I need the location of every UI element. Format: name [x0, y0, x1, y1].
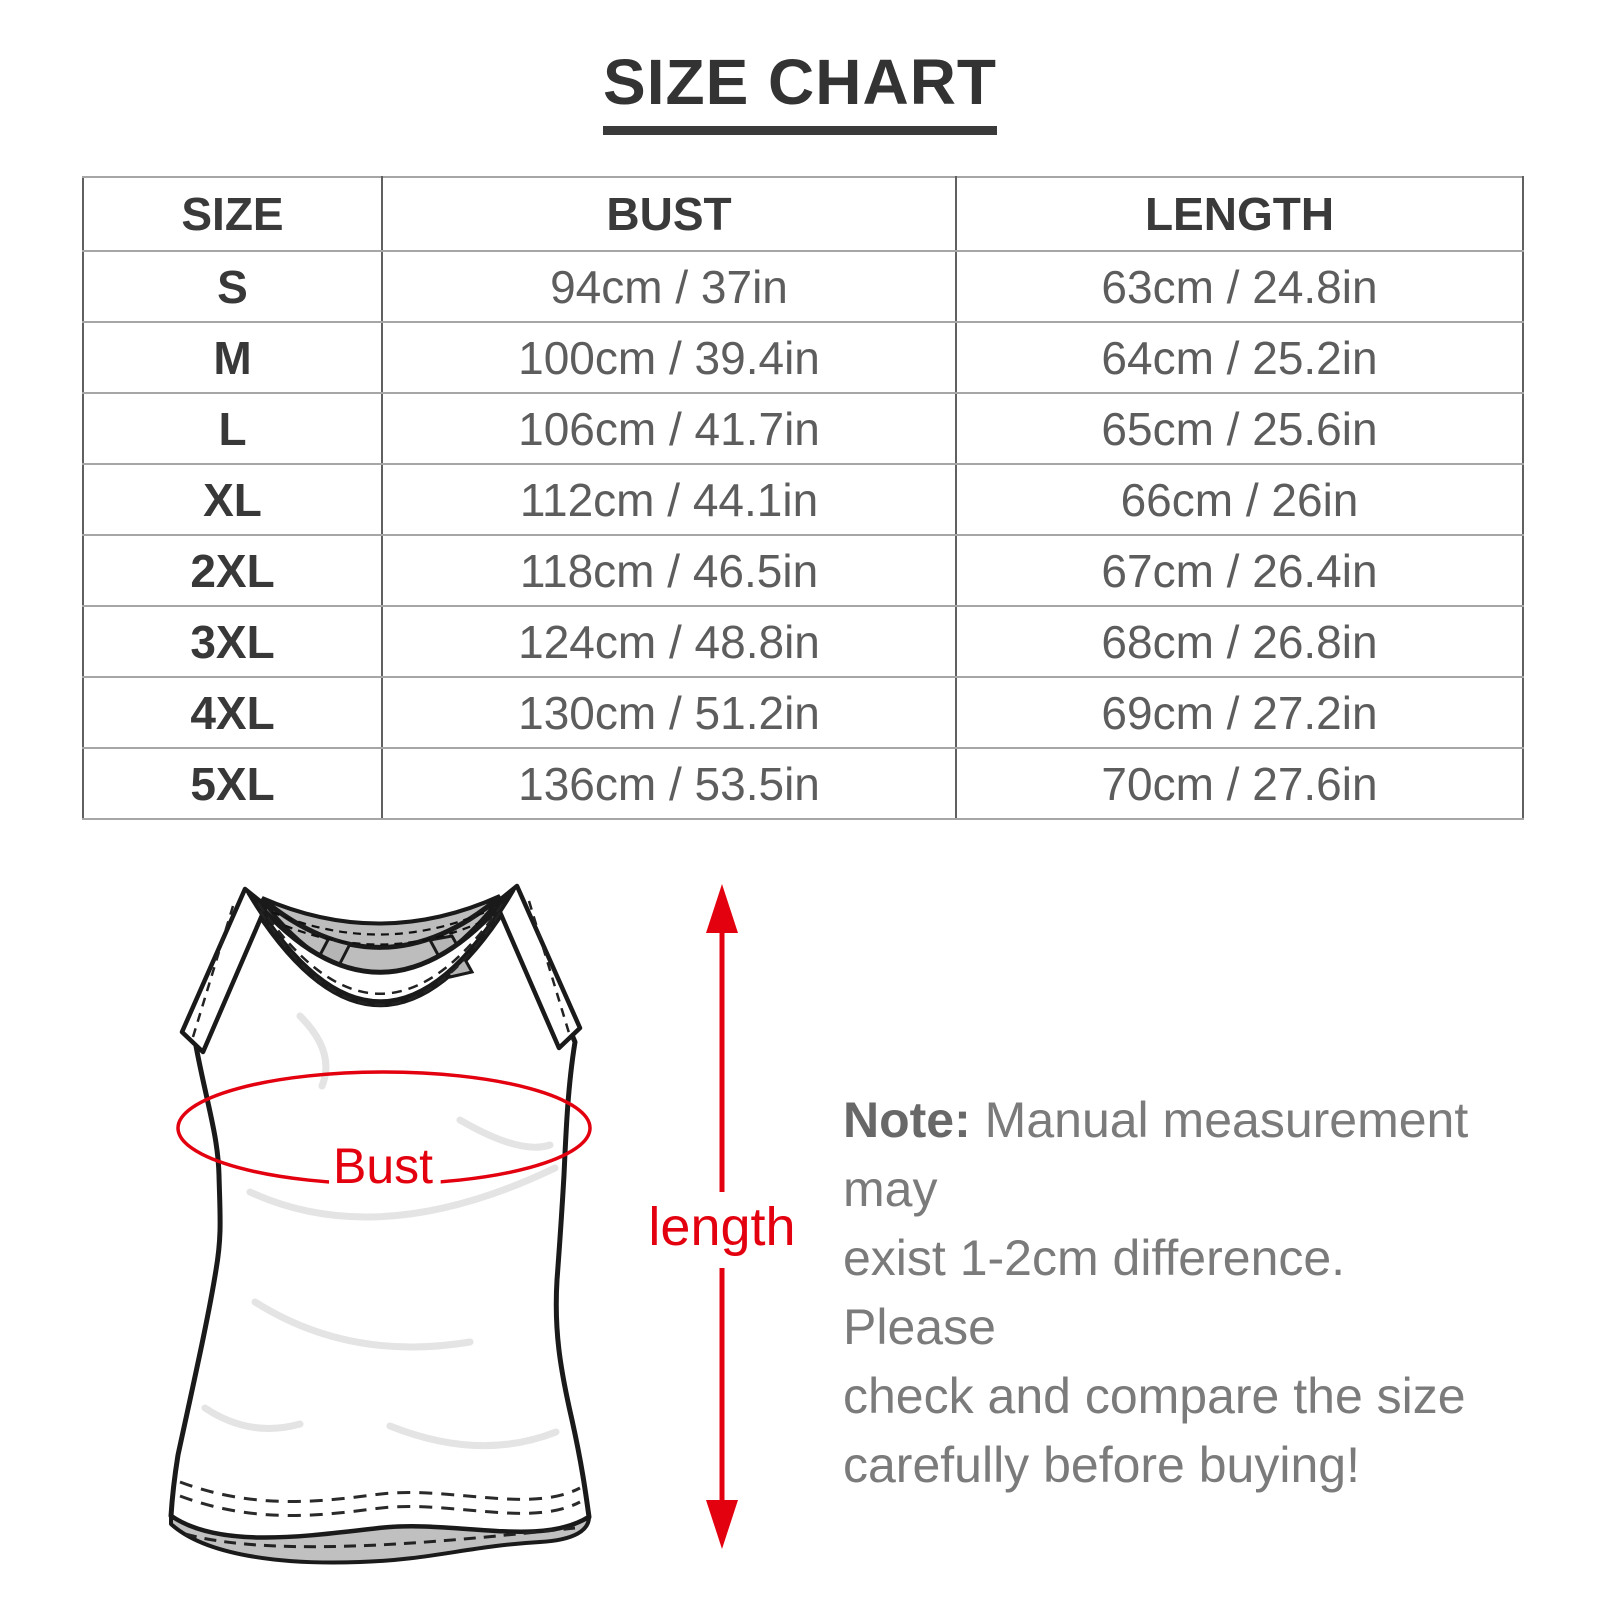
header-bust: BUST [382, 177, 956, 251]
table-row [83, 677, 1523, 748]
note-text: Manual measurement may [843, 1092, 1469, 1217]
cell-bust: 94cm / 37in [382, 251, 956, 322]
cell-length: 63cm / 24.8in [956, 251, 1523, 322]
size-table-body [83, 251, 1523, 819]
header-row [83, 177, 1523, 251]
note-block [843, 1086, 1503, 1500]
table-row [83, 393, 1523, 464]
cell-size: 4XL [83, 677, 382, 748]
page-title-wrap [0, 46, 1600, 135]
cell-bust: 112cm / 44.1in [382, 464, 956, 535]
cell-bust: 118cm / 46.5in [382, 535, 956, 606]
size-table [82, 176, 1524, 820]
bust-label: Bust [332, 1138, 434, 1194]
cell-length: 64cm / 25.2in [956, 322, 1523, 393]
cell-bust: 130cm / 51.2in [382, 677, 956, 748]
length-arrow [640, 865, 810, 1565]
cell-size: 3XL [83, 606, 382, 677]
table-row [83, 251, 1523, 322]
cell-length: 65cm / 25.6in [956, 393, 1523, 464]
cell-size: S [83, 251, 382, 322]
cell-length: 69cm / 27.2in [956, 677, 1523, 748]
note-line: exist 1-2cm difference. Please [843, 1230, 1346, 1355]
cell-size: 2XL [83, 535, 382, 606]
length-label: length [648, 1197, 796, 1257]
cell-bust: 106cm / 41.7in [382, 393, 956, 464]
size-table-head [83, 177, 1523, 251]
note-line [843, 1086, 1503, 1224]
table-row [83, 606, 1523, 677]
cell-length: 67cm / 26.4in [956, 535, 1523, 606]
cell-size: L [83, 393, 382, 464]
note-line: check and compare the size [843, 1368, 1466, 1424]
cell-length: 68cm / 26.8in [956, 606, 1523, 677]
cell-size: 5XL [83, 748, 382, 819]
cell-length: 70cm / 27.6in [956, 748, 1523, 819]
table-row [83, 535, 1523, 606]
tank-top-illustration [90, 860, 620, 1580]
page-title: SIZE CHART [603, 50, 997, 135]
table-row [83, 322, 1523, 393]
cell-bust: 136cm / 53.5in [382, 748, 956, 819]
header-length: LENGTH [956, 177, 1523, 251]
cell-bust: 100cm / 39.4in [382, 322, 956, 393]
table-row [83, 464, 1523, 535]
cell-size: M [83, 322, 382, 393]
cell-bust: 124cm / 48.8in [382, 606, 956, 677]
note-prefix: Note: [843, 1092, 971, 1148]
cell-length: 66cm / 26in [956, 464, 1523, 535]
header-size: SIZE [83, 177, 382, 251]
table-row [83, 748, 1523, 819]
note-line: carefully before buying! [843, 1437, 1360, 1493]
cell-size: XL [83, 464, 382, 535]
